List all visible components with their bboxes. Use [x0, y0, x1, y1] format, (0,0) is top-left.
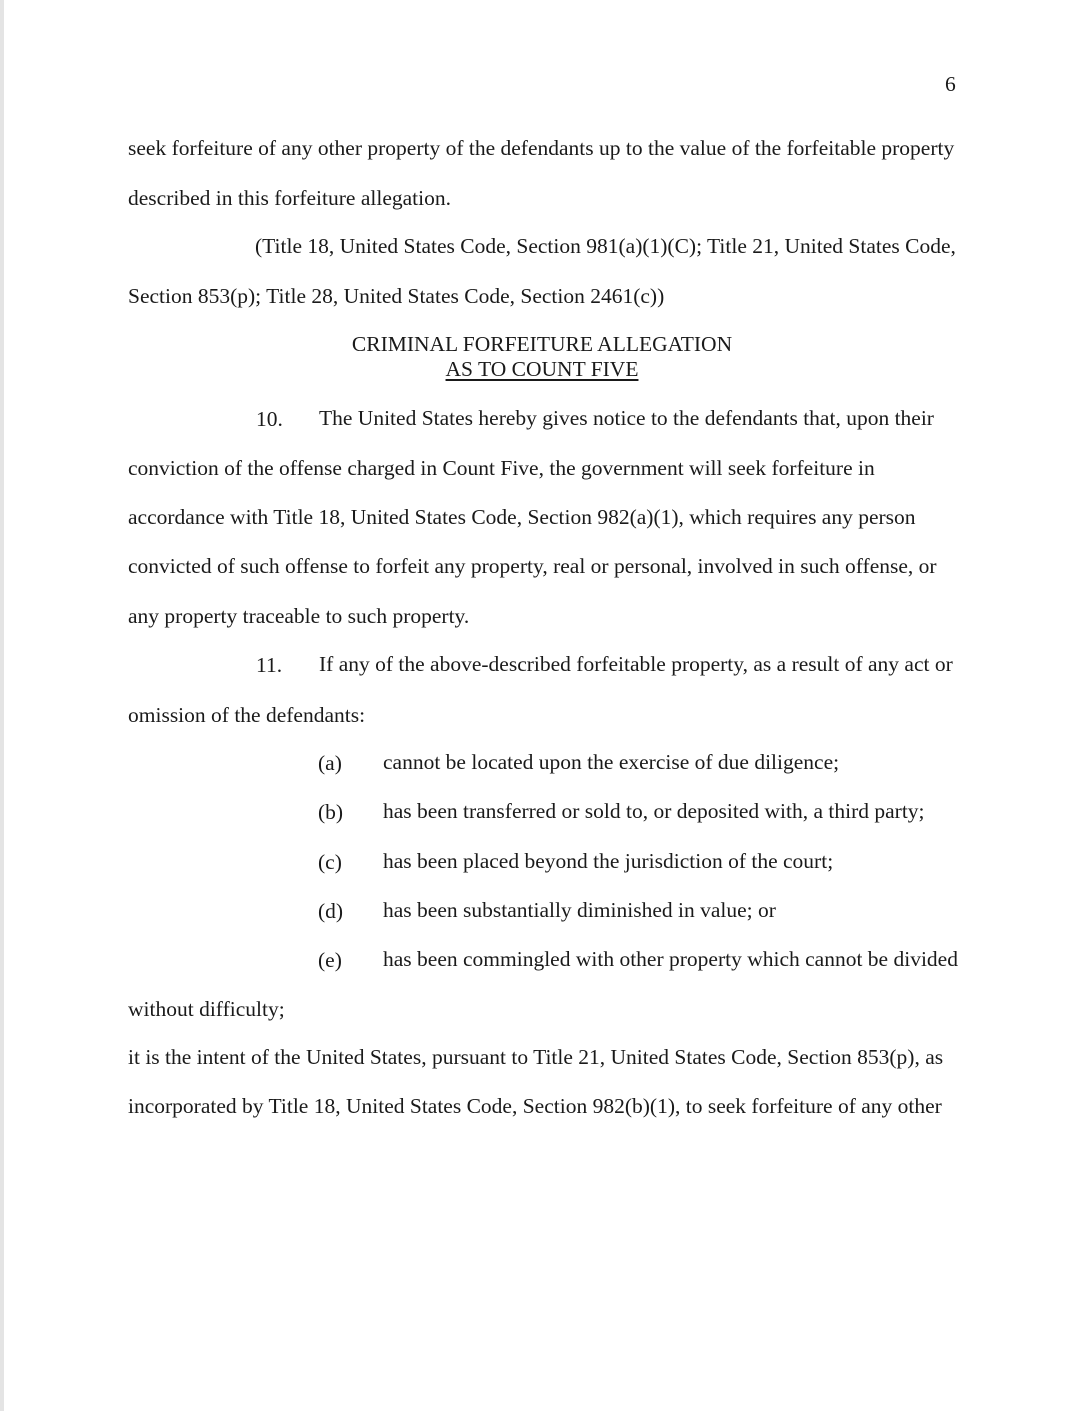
page-number: 6: [945, 72, 956, 96]
paragraph-line: any property traceable to such property.: [128, 604, 470, 628]
list-item-label: (d): [318, 899, 344, 923]
section-subheading: AS TO COUNT FIVE: [445, 357, 639, 381]
paragraph-number: 10.: [256, 407, 283, 431]
citation-line: (Title 18, United States Code, Section 981(a)(1)(C); Title 21, United States Code,: [255, 234, 956, 258]
list-item-text: has been substantially diminished in value; or: [383, 898, 776, 922]
list-item-label: (e): [318, 948, 342, 972]
paragraph-number: 11.: [256, 653, 283, 677]
list-item-text: has been commingled with other property which cannot be divided: [383, 947, 958, 971]
list-item-text: has been placed beyond the jurisdiction of the court;: [383, 849, 834, 873]
paragraph-line: If any of the above-described forfeitable property, as a result of any act or: [319, 652, 953, 676]
list-item-label: (a): [318, 751, 342, 775]
list-item-continuation: without difficulty;: [128, 997, 285, 1021]
citation-line: Section 853(p); Title 28, United States Code, Section 2461(c)): [128, 284, 665, 308]
list-item-text: cannot be located upon the exercise of due diligence;: [383, 750, 840, 774]
continued-paragraph-line: seek forfeiture of any other property of the defendants up to the value of the forfeitable property: [128, 136, 955, 160]
paragraph-line: The United States hereby gives notice to the defendants that, upon their: [319, 406, 934, 430]
page-edge: [0, 0, 4, 1411]
paragraph-line: omission of the defendants:: [128, 703, 366, 727]
paragraph-line: conviction of the offense charged in Count Five, the government will seek forfeiture in: [128, 456, 875, 480]
paragraph-line: incorporated by Title 18, United States Code, Section 982(b)(1), to seek forfeiture of any other: [128, 1094, 942, 1118]
list-item-label: (b): [318, 800, 344, 824]
continued-paragraph-line: described in this forfeiture allegation.: [128, 186, 451, 210]
section-heading: CRIMINAL FORFEITURE ALLEGATION: [351, 332, 733, 356]
list-item-label: (c): [318, 850, 342, 874]
paragraph-line: convicted of such offense to forfeit any property, real or personal, involved in such offense, or: [128, 554, 937, 578]
paragraph-line: accordance with Title 18, United States Code, Section 982(a)(1), which requires any person: [128, 505, 916, 529]
paragraph-line: it is the intent of the United States, pursuant to Title 21, United States Code, Section 853(p), as: [128, 1045, 944, 1069]
list-item-text: has been transferred or sold to, or deposited with, a third party;: [383, 799, 925, 823]
